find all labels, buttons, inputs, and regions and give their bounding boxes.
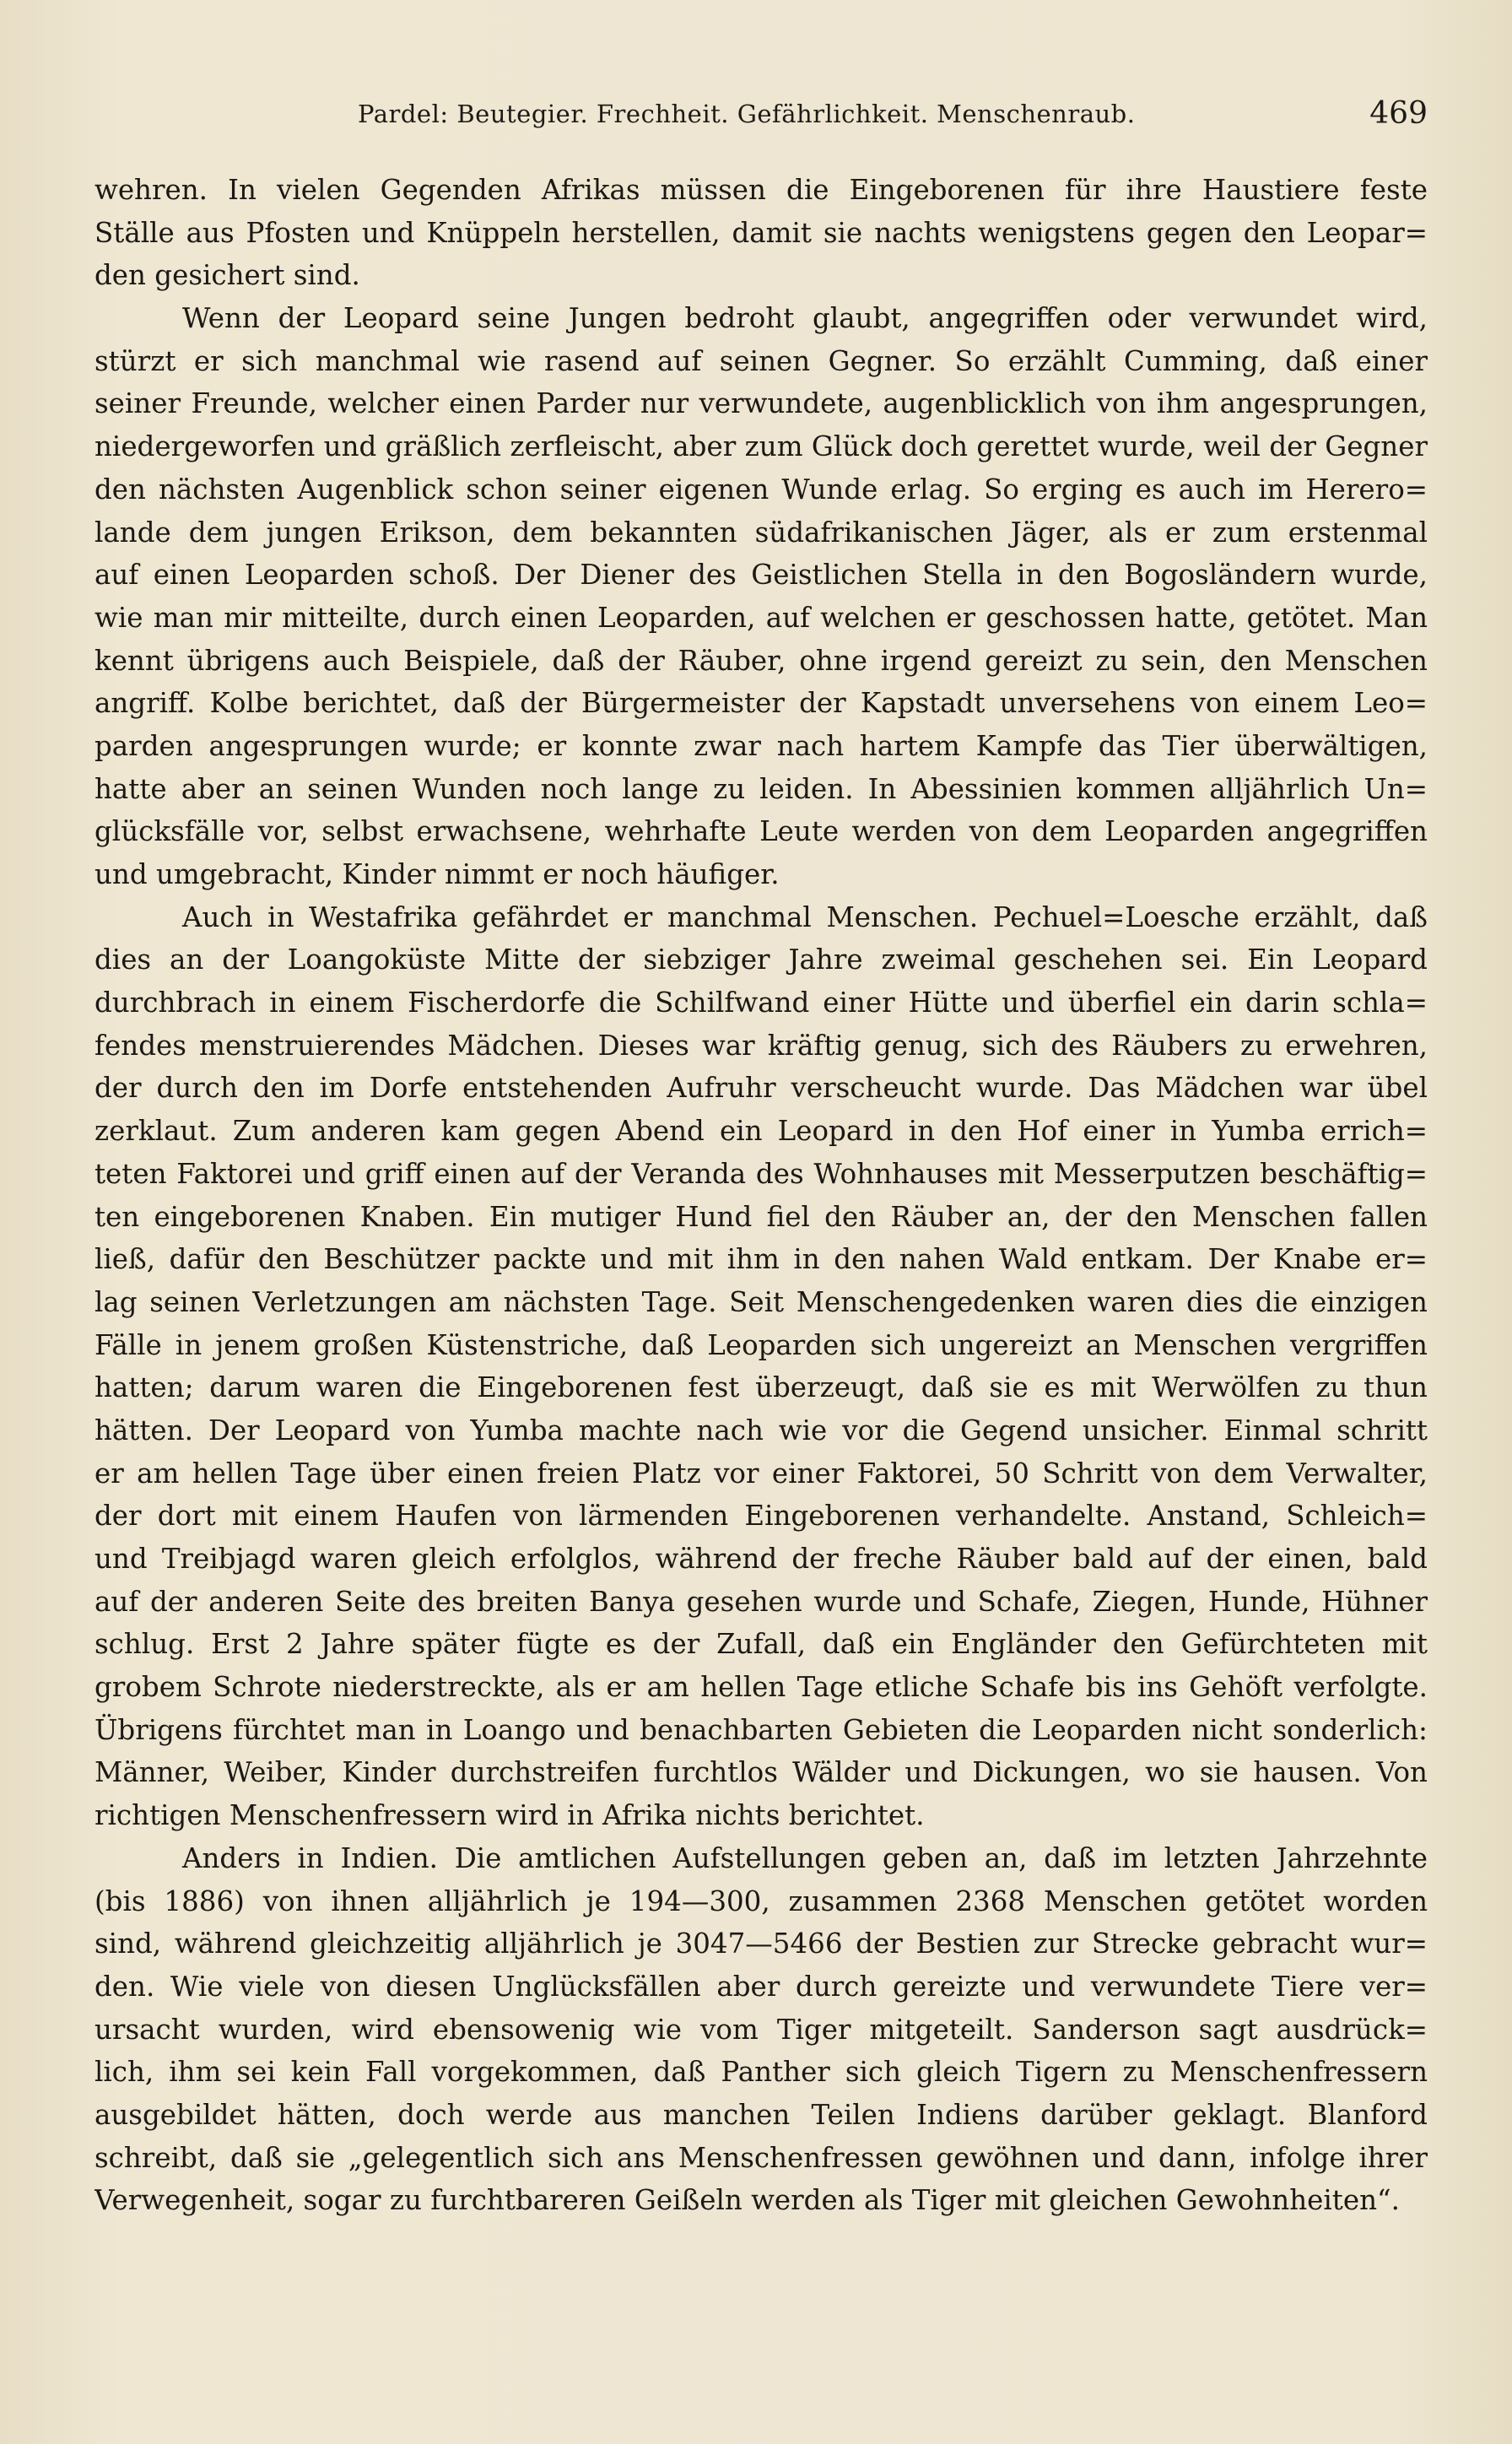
text-line: (bis 1886) von ihnen alljährlich je 194—300, zusammen 2368 Menschen getötet worden xyxy=(94,1884,1428,1917)
text-line: richtigen Menschenfressern wird in Afrika nichts berichtet. xyxy=(94,1799,925,1832)
text-line: wehren. In vielen Gegenden Afrikas müssen die Eingeborenen für ihre Haustiere feste xyxy=(94,174,1428,206)
text-line: hätten. Der Leopard von Yumba machte nach wie vor die Gegend unsicher. Einmal schritt xyxy=(94,1414,1428,1446)
text-line: schlug. Erst 2 Jahre später fügte es der Zufall, daß ein Engländer den Gefürchteten mit xyxy=(94,1628,1428,1661)
text-line: auf einen Leoparden schoß. Der Diener des Geistlichen Stella in den Bogosländern wurde, xyxy=(94,559,1428,592)
text-line: teten Faktorei und griff einen auf der Veranda des Wohnhauses mit Messerputzen beschäftig= xyxy=(94,1157,1428,1190)
page-number: 469 xyxy=(1369,96,1428,131)
text-line: wie man mir mitteilte, durch einen Leoparden, auf welchen er geschossen hatte, getötet. Man xyxy=(94,601,1428,634)
text-line: und Treibjagd waren gleich erfolglos, während der freche Räuber bald auf der einen, bald xyxy=(94,1543,1428,1575)
text-line: den nächsten Augenblick schon seiner eigenen Wunde erlag. So erging es auch im Herero= xyxy=(94,473,1428,506)
text-line: grobem Schrote niederstreckte, als er am hellen Tage etliche Schafe bis ins Gehöft verfolgte. xyxy=(94,1671,1428,1704)
text-line: hatten; darum waren die Eingeborenen fest überzeugt, daß sie es mit Werwölfen zu thun xyxy=(94,1371,1428,1404)
text-line: fendes menstruierendes Mädchen. Dieses war kräftig genug, sich des Räubers zu erwehren, xyxy=(94,1029,1428,1062)
text-line: niedergeworfen und gräßlich zerfleischt, aber zum Glück doch gerettet wurde, weil der Gegner xyxy=(94,430,1428,463)
text-line: Männer, Weiber, Kinder durchstreifen furchtlos Wälder und Dickungen, wo sie hausen. Von xyxy=(94,1756,1428,1789)
text-line: parden angesprungen wurde; er konnte zwar nach hartem Kampfe das Tier überwältigen, xyxy=(94,729,1428,762)
text-line: auf der anderen Seite des breiten Banya gesehen wurde und Schafe, Ziegen, Hunde, Hühner xyxy=(94,1585,1428,1618)
text-line: Anders in Indien. Die amtlichen Aufstellungen geben an, daß im letzten Jahrzehnte xyxy=(182,1841,1428,1874)
text-line: glücksfälle vor, selbst erwachsene, wehrhafte Leute werden von dem Leoparden angegriffen xyxy=(94,815,1428,848)
paragraph xyxy=(94,169,1428,297)
paragraph xyxy=(94,297,1428,896)
text-line: Fälle in jenem großen Küstenstriche, daß Leoparden sich ungereizt an Menschen vergriffen xyxy=(94,1328,1428,1361)
paragraph xyxy=(94,896,1428,1837)
text-line: Ställe aus Pfosten und Knüppeln herstellen, damit sie nachts wenigstens gegen den Leopar= xyxy=(94,216,1428,249)
text-line: stürzt er sich manchmal wie rasend auf seinen Gegner. So erzählt Cumming, daß einer xyxy=(94,344,1428,377)
text-line: den gesichert sind. xyxy=(94,259,360,292)
text-line: lag seinen Verletzungen am nächsten Tage. Seit Menschengedenken waren dies die einzigen xyxy=(94,1285,1428,1318)
text-line: ursacht wurden, wird ebensowenig wie vom Tiger mitgeteilt. Sanderson sagt ausdrück= xyxy=(94,2013,1428,2046)
text-line: Wenn der Leopard seine Jungen bedroht glaubt, angegriffen oder verwundet wird, xyxy=(182,302,1428,335)
text-line: hatte aber an seinen Wunden noch lange zu leiden. In Abessinien kommen alljährlich Un= xyxy=(94,772,1428,805)
text-line: den. Wie viele von diesen Unglücksfällen aber durch gereizte und verwundete Tiere ver= xyxy=(94,1970,1428,2003)
text-line: durchbrach in einem Fischerdorfe die Schilfwand einer Hütte und überfiel ein darin schla= xyxy=(94,987,1428,1019)
text-line: angriff. Kolbe berichtet, daß der Bürgermeister der Kapstadt unversehens von einem Leo= xyxy=(94,687,1428,720)
text-line: sind, während gleichzeitig alljährlich je 3047—5466 der Bestien zur Strecke gebracht wur= xyxy=(94,1928,1428,1960)
running-head: Pardel: Beutegier. Frechheit. Gefährlichkeit. Menschenraub. xyxy=(358,100,1136,128)
text-line: ten eingeborenen Knaben. Ein mutiger Hund fiel den Räuber an, der den Menschen fallen xyxy=(94,1200,1428,1233)
text-line: er am hellen Tage über einen freien Platz vor einer Faktorei, 50 Schritt von dem Verwalter, xyxy=(94,1457,1428,1490)
text-line: Übrigens fürchtet man in Loango und benachbarten Gebieten die Leoparden nicht sonderlich: xyxy=(94,1713,1428,1746)
body-text xyxy=(94,169,1428,2222)
text-line: lande dem jungen Erikson, dem bekannten südafrikanischen Jäger, als er zum erstenmal xyxy=(94,516,1428,549)
text-line: dies an der Loangoküste Mitte der siebziger Jahre zweimal geschehen sei. Ein Leopard xyxy=(94,944,1428,976)
text-line: schreibt, daß sie „gelegentlich sich ans Menschenfressen gewöhnen und dann, infolge ihrer xyxy=(94,2141,1428,2174)
text-line: Auch in Westafrika gefährdet er manchmal Menschen. Pechuel=Loesche erzählt, daß xyxy=(182,900,1428,933)
text-line: seiner Freunde, welcher einen Parder nur verwundete, augenblicklich von ihm angesprungen, xyxy=(94,387,1428,420)
text-line: kennt übrigens auch Beispiele, daß der Räuber, ohne irgend gereizt zu sein, den Menschen xyxy=(94,644,1428,677)
text-line: lich, ihm sei kein Fall vorgekommen, daß Panther sich gleich Tigern zu Menschenfressern xyxy=(94,2056,1428,2089)
text-line: der dort mit einem Haufen von lärmenden Eingeborenen verhandelte. Anstand, Schleich= xyxy=(94,1500,1428,1533)
text-line: ließ, dafür den Beschützer packte und mit ihm in den nahen Wald entkam. Der Knabe er= xyxy=(94,1243,1428,1276)
text-line: und umgebracht, Kinder nimmt er noch häufiger. xyxy=(94,858,780,890)
page-header xyxy=(94,95,1428,145)
text-line: ausgebildet hätten, doch werde aus manchen Teilen Indiens darüber geklagt. Blanford xyxy=(94,2098,1428,2131)
text-line: der durch den im Dorfe entstehenden Aufruhr verscheucht wurde. Das Mädchen war übel xyxy=(94,1072,1428,1105)
text-line: zerklaut. Zum anderen kam gegen Abend ein Leopard in den Hof einer in Yumba errich= xyxy=(94,1115,1428,1148)
text-line: Verwegenheit, sogar zu furchtbareren Geißeln werden als Tiger mit gleichen Gewohnheiten“. xyxy=(94,2184,1400,2217)
paragraph xyxy=(94,1837,1428,2222)
